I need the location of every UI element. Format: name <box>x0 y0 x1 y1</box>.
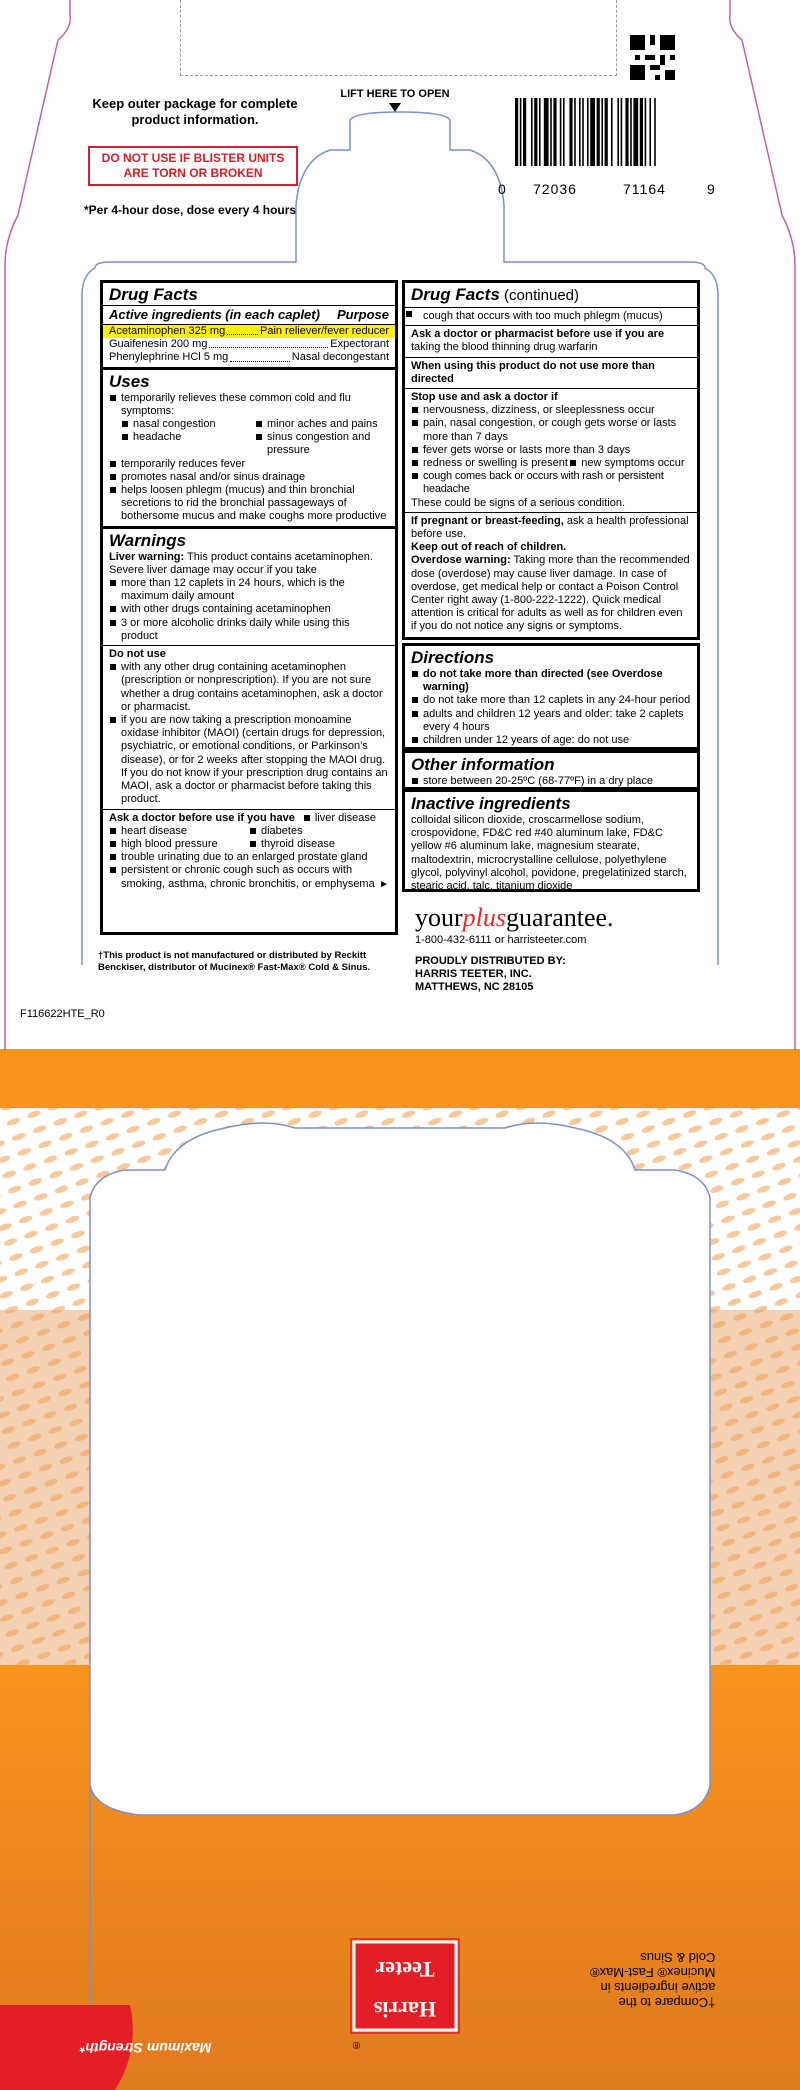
list-item: sinus congestion and pressure <box>255 431 389 457</box>
list-item: temporarily reduces fever <box>109 458 389 471</box>
barcode-digit-right: 9 <box>707 181 716 197</box>
inactive-ingredients-text: colloidal silicon dioxide, croscarmellose sodium, crospovidone, FD&C red #40 aluminum lake, FD&C yellow #6 aluminum lake, magnesium stearate, maltodextrin, microcrystalline cellulose, polyethylene glycol, polyvinyl alcohol, povidone, pregelatinized starch, stearic acid, talc, titanium dioxide <box>411 814 687 893</box>
list-item: trouble urinating due to an enlarged prostate gland <box>109 851 389 864</box>
logo-line-2: Teeter <box>375 1957 435 1982</box>
ingredient-purpose: Nasal decongestant <box>291 351 389 364</box>
do-not-use-heading: Do not use <box>103 645 395 661</box>
directions-title: Directions <box>411 648 495 667</box>
compare-line: Cold & Sinus <box>640 1950 716 1965</box>
item-code: F116622HTE_R0 <box>20 1008 105 1020</box>
overdose-text: Taking more than the recommended dose (overdose) may cause liver damage. In case of overdose, get medical help or contact a Poison Control Center right away (1-800-222-1222). Quick medical attention is critical for adults as well as for children even if you do not notice any signs or symptoms. <box>411 554 690 633</box>
warnings-section <box>103 526 395 893</box>
active-ingredients-section <box>103 283 395 367</box>
list-item: store between 20-25ºC (68-77ºF) in a dry place <box>411 775 691 788</box>
pregnancy-text: ask a health professional before use. <box>411 514 689 541</box>
contact-info: 1-800-432-6111 or harristeeter.com <box>415 934 587 946</box>
maximum-strength-banner: Maximum Strength* <box>80 2040 212 2056</box>
ask-pharmacist-bold: Ask a doctor or pharmacist before use if you are <box>411 328 665 341</box>
list-item: do not take more than 12 caplets in any 24-hour period <box>411 694 691 707</box>
ask-doctor-heading-row <box>103 809 395 825</box>
list-item: fever gets worse or lasts more than 3 days <box>411 444 691 457</box>
barcode-digit-left: 0 <box>498 181 507 197</box>
qr-code <box>630 35 675 80</box>
list-item: cough comes back or occurs with rash or persistent headache <box>411 470 691 496</box>
guarantee-plus: plus <box>462 903 507 932</box>
list-item: nasal congestion <box>121 418 255 431</box>
list-item: liver disease <box>303 812 389 825</box>
list-item: 3 or more alcoholic drinks daily while using this product <box>109 617 389 643</box>
package-bottom-panel <box>0 1050 800 2090</box>
list-item: thyroid disease <box>249 838 389 851</box>
list-item: persistent or chronic cough such as occurs with smoking, asthma, chronic bronchitis, or emphysema <box>109 864 379 890</box>
active-ingredients-header <box>103 305 395 324</box>
list-item: promotes nasal and/or sinus drainage <box>109 471 389 484</box>
overdose-warning <box>411 554 691 633</box>
overdose-label: Overdose warning: <box>411 554 511 567</box>
ingredient-purpose: Pain reliever/fever reducer <box>259 325 389 337</box>
continue-arrow-icon: ► <box>379 878 389 890</box>
inactive-ingredients-panel <box>402 789 700 892</box>
distributor-line: MATTHEWS, NC 28105 <box>415 981 534 993</box>
drug-facts-panel-left <box>100 280 398 935</box>
list-item: more than 12 caplets in 24 hours, which is the maximum daily amount <box>109 577 389 603</box>
compare-to-note <box>590 1950 715 2010</box>
distributor-line: PROUDLY DISTRIBUTED BY: <box>415 955 566 967</box>
warnings-title: Warnings <box>109 530 187 550</box>
ask-pharmacist <box>405 325 697 354</box>
list-item: cough that occurs with too much phlegm (mucus) <box>405 307 697 323</box>
distributor-info <box>415 955 566 994</box>
down-arrow-icon <box>389 103 401 112</box>
your-plus-guarantee-logo <box>415 903 614 933</box>
list-item: with other drugs containing acetaminophen <box>109 603 389 616</box>
inactive-ingredients-title: Inactive ingredients <box>411 794 571 813</box>
liver-warning-text: This product contains acetaminophen. Severe liver damage may occur if you take <box>109 550 373 576</box>
ingredient-row <box>109 351 389 364</box>
directions-panel <box>402 643 700 750</box>
ingredient-name: Guaifenesin 200 mg <box>109 338 208 351</box>
ingredient-purpose: Expectorant <box>330 338 389 351</box>
list-item: adults and children 12 years and older: take 2 caplets every 4 hours <box>411 708 691 734</box>
active-ingredients-heading: Active ingredients (in each caplet) <box>109 307 320 322</box>
ask-pharmacist-text: taking the blood thinning drug warfarin <box>411 341 598 354</box>
compare-line: Mucinex® Fast-Max® <box>590 1965 716 1980</box>
ask-doctor-heading: Ask a doctor before use if you have <box>109 811 295 824</box>
inactive-ingredients-section <box>405 792 697 895</box>
last-condition-row <box>109 864 389 890</box>
pregnancy-bold: If pregnant or breast-feeding, <box>411 514 564 527</box>
distributor-line: HARRIS TEETER, INC. <box>415 968 532 980</box>
ingredient-row <box>103 324 395 338</box>
list-item: helps loosen phlegm (mucus) and thin bronchial secretions to rid the bronchial passageways of bothersome mucus and make coughs more productive <box>109 484 389 524</box>
list-item: high blood pressure <box>109 838 249 851</box>
symptom-row <box>109 418 389 431</box>
compare-line: †Compare to the <box>618 1995 716 2010</box>
keep-outer-package-note: Keep outer package for complete product information. <box>92 96 298 127</box>
list-item: children under 12 years of age: do not use <box>411 734 691 747</box>
logo-registered-mark: ® <box>352 2039 360 2050</box>
list-item: temporarily relieves these common cold and flu symptoms: <box>109 392 389 418</box>
list-item: diabetes <box>249 825 389 838</box>
serious-condition-note: These could be signs of a serious condition. <box>411 496 626 509</box>
blister-warning-box: DO NOT USE IF BLISTER UNITS ARE TORN OR BROKEN <box>88 146 298 186</box>
dagger-disclaimer: †This product is not manufactured or distributed by Reckitt Benckiser, distributor of Mucinex® Fast-Max® Cold & Sinus. <box>98 950 371 973</box>
list-item: do not take more than directed (see Overdose warning) <box>411 668 691 694</box>
drug-facts-title: Drug Facts <box>109 285 198 304</box>
guarantee-word: guarantee. <box>506 903 614 932</box>
keep-out-of-reach: Keep out of reach of children. <box>411 541 567 554</box>
other-info-panel <box>402 750 700 790</box>
other-info-title: Other information <box>411 755 555 774</box>
guarantee-your: your <box>415 903 463 932</box>
list-item: if you are now taking a prescription monoamine oxidase inhibitor (MAOI) (certain drugs for depression, psychiatric, or emotional conditions, or Parkinson’s disease), or for 2 weeks after stopping the MAOI drug. If you do not know if your prescription drug contains an MAOI, ask a doctor or pharmacist before taking this product. <box>109 714 389 806</box>
list-item: redness or swelling is present <box>411 457 569 470</box>
compare-line: active ingredients in <box>600 1980 716 1995</box>
purpose-heading: Purpose <box>336 307 389 322</box>
logo-background <box>350 1938 460 2038</box>
liver-warning <box>109 551 389 577</box>
continued-title <box>411 285 691 305</box>
lift-here-label <box>330 88 460 112</box>
perforation-dashed-area <box>180 0 617 76</box>
list-item: with any other drug containing acetaminophen (prescription or nonprescription). If you are not sure whether a drug contains acetaminophen, ask a doctor or pharmacist. <box>109 661 389 714</box>
list-item: headache <box>121 431 255 457</box>
stop-use-heading: Stop use and ask a doctor if <box>405 388 697 404</box>
logo-line-1: Harris <box>373 1997 437 2022</box>
uses-section <box>103 367 395 526</box>
continued-section <box>405 283 697 636</box>
liver-warning-label: Liver warning: <box>109 550 185 563</box>
lift-here-text: LIFT HERE TO OPEN <box>340 88 450 100</box>
list-item: new symptoms occur <box>569 457 691 470</box>
ingredient-row <box>109 338 389 351</box>
uses-title: Uses <box>109 371 150 391</box>
barcode-digits-group-1: 72036 <box>533 181 577 197</box>
pregnancy-warning <box>405 512 697 541</box>
symptom-row <box>109 431 389 457</box>
continued-label: (continued) <box>499 287 580 304</box>
other-info-section <box>405 753 697 790</box>
condition-row <box>109 825 389 838</box>
ingredient-name: Acetaminophen 325 mg <box>109 325 226 337</box>
directions-section <box>405 646 697 749</box>
drug-facts-cont-title: Drug Facts <box>411 285 500 304</box>
drug-facts-panel-right <box>402 280 700 640</box>
list-item: heart disease <box>109 825 249 838</box>
when-using-heading: When using this product do not use more than directed <box>405 357 697 386</box>
list-item: minor aches and pains <box>255 418 389 431</box>
condition-row <box>109 838 389 851</box>
dose-note: *Per 4-hour dose, dose every 4 hours <box>84 203 297 217</box>
barcode-digits-group-2: 71164 <box>623 181 666 197</box>
harris-teeter-logo <box>350 1938 460 2050</box>
list-item: nervousness, dizziness, or sleeplessness occur <box>411 404 691 417</box>
ingredient-name: Phenylephrine HCl 5 mg <box>109 351 229 364</box>
list-item: pain, nasal congestion, or cough gets worse or lasts more than 7 days <box>411 417 691 443</box>
upc-barcode <box>515 98 715 166</box>
stop-pair-row <box>411 457 691 470</box>
